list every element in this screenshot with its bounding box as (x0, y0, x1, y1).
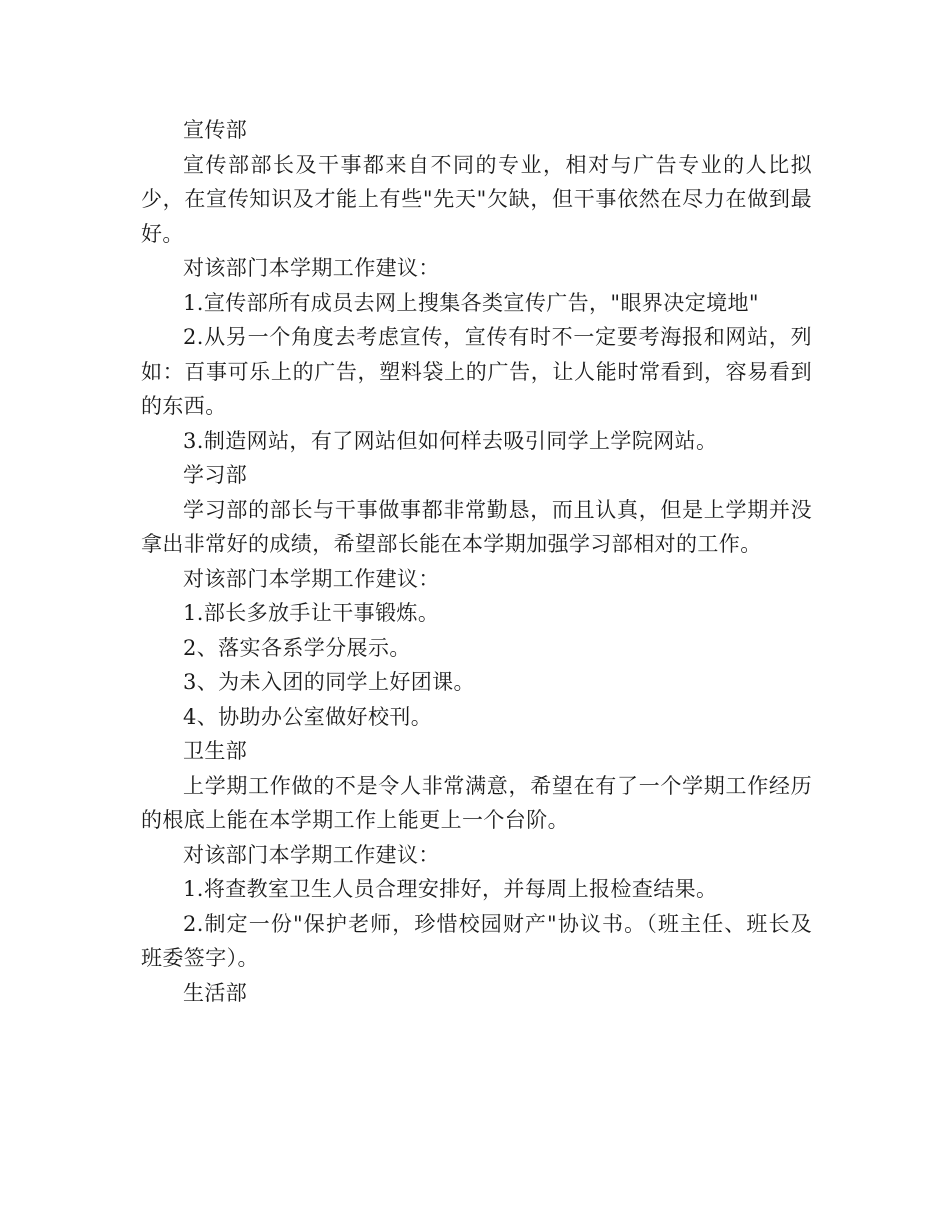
suggestion-item: 4、协助办公室做好校刊。 (183, 704, 433, 729)
body-paragraph: 学习部的部长与干事做事都非常勤恳，而且认真，但是上学期并没拿出非常好的成绩，希望部长能在本学期加强学习部相对的工作。 (141, 497, 812, 556)
suggestion-item: 1.宣传部所有成员去网上搜集各类宣传广告，"眼界决定境地" (183, 290, 759, 315)
suggestion-item: 3、为未入团的同学上好团课。 (183, 670, 475, 694)
section-heading-study: 学习部 (183, 463, 248, 487)
section-heading-hygiene: 卫生部 (183, 739, 248, 763)
suggestion-heading: 对该部门本学期工作建议： (183, 256, 440, 280)
suggestion-item: 2、落实各系学分展示。 (183, 635, 411, 660)
suggestion-item: 2.从另一个角度去考虑宣传，宣传有时不一定要考海报和网站，列如：百事可乐上的广告，塑料袋上的广告，让人能时常看到，容易看到的东西。 (141, 325, 812, 418)
suggestion-heading: 对该部门本学期工作建议： (183, 842, 440, 867)
section-heading-life: 生活部 (183, 980, 248, 1005)
section-heading-publicity: 宣传部 (183, 118, 248, 142)
body-paragraph: 上学期工作做的不是令人非常满意，希望在有了一个学期工作经历的根底上能在本学期工作上能更上一个台阶。 (141, 773, 812, 832)
suggestion-item: 2.制定一份"保护老师，珍惜校园财产"协议书。（班主任、班长及班委签字）。 (141, 911, 812, 970)
suggestion-item: 3.制造网站，有了网站但如何样去吸引同学上学院网站。 (183, 428, 718, 453)
suggestion-item: 1.将查教室卫生人员合理安排好，并每周上报检查结果。 (183, 877, 718, 901)
body-paragraph: 宣传部部长及干事都来自不同的专业，相对与广告专业的人比拟少，在宣传知识及才能上有些"先天"欠缺，但干事依然在尽力在做到最好。 (141, 152, 812, 246)
suggestion-item: 1.部长多放手让干事锻炼。 (183, 601, 440, 625)
suggestion-heading: 对该部门本学期工作建议： (183, 566, 440, 591)
